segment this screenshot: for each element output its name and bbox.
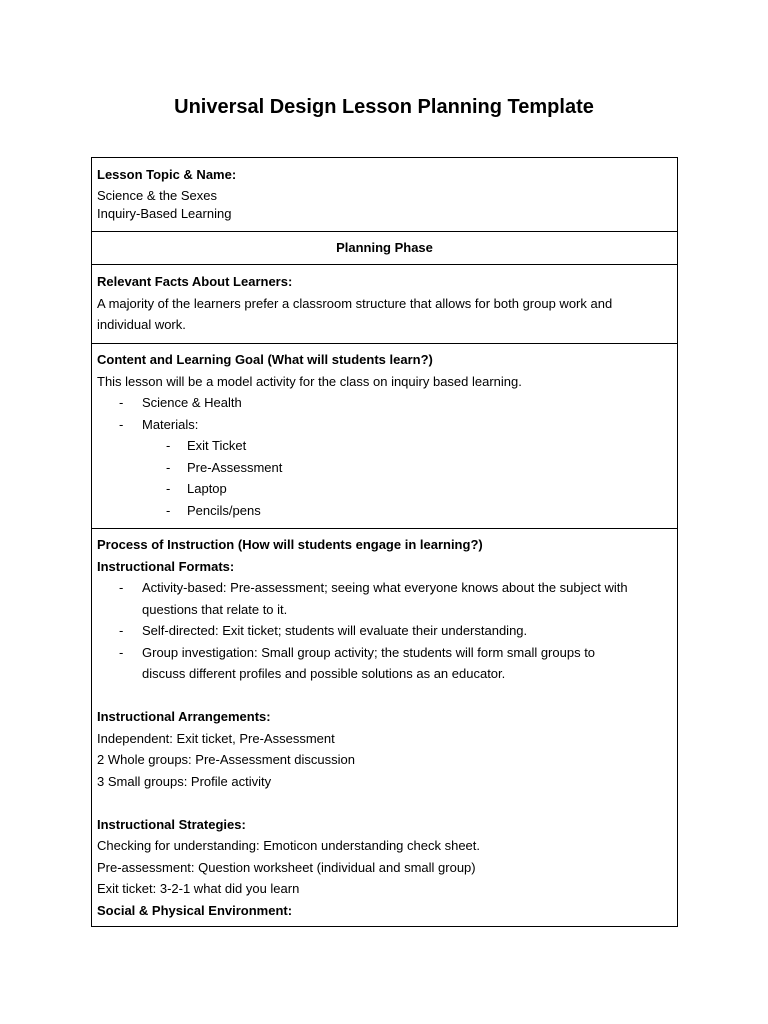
dash-bullet: - (119, 623, 124, 638)
strategy-line: Checking for understanding: Emoticon understanding check sheet. (97, 838, 481, 853)
arrangement-line: 2 Whole groups: Pre-Assessment discussion (97, 752, 355, 767)
planning-phase-heading: Planning Phase (336, 240, 433, 255)
format-item (97, 642, 672, 664)
arrangements-heading: Instructional Arrangements: (97, 709, 271, 724)
material-item-text: Laptop (187, 481, 227, 496)
list-item (97, 392, 672, 414)
format-item-continued: discuss different profiles and possible solutions as an educator. (142, 666, 506, 681)
lesson-topic-section (92, 158, 677, 231)
format-item-text: Self-directed: Exit ticket; students will evaluate their understanding. (142, 623, 528, 638)
process-heading: Process of Instruction (How will students engage in learning?) (97, 537, 483, 552)
learner-facts-line: A majority of the learners prefer a classroom structure that allows for both group work and (97, 295, 613, 311)
format-item (97, 620, 672, 642)
format-item-continued: questions that relate to it. (142, 601, 288, 617)
learner-facts-section (92, 264, 677, 343)
spacer (97, 792, 672, 814)
strategy-line: Exit ticket: 3-2-1 what did you learn (97, 881, 300, 896)
arrangement-line: 3 Small groups: Profile activity (97, 773, 272, 789)
list-item (97, 414, 672, 436)
dash-bullet: - (166, 502, 171, 518)
arrangement-line: Independent: Exit ticket, Pre-Assessment (97, 730, 335, 746)
dash-bullet: - (119, 644, 124, 660)
list-item-text: Materials: (142, 416, 199, 432)
format-item (97, 577, 672, 599)
social-environment-heading: Social & Physical Environment: (97, 902, 293, 918)
learner-facts-line: individual work. (97, 317, 186, 332)
material-item-text: Pre-Assessment (187, 459, 283, 475)
formats-heading: Instructional Formats: (97, 558, 235, 574)
material-item (97, 500, 672, 522)
material-item-text: Pencils/pens (187, 502, 261, 518)
material-item (97, 435, 672, 457)
spacer (97, 685, 672, 707)
dash-bullet: - (119, 580, 124, 595)
dash-bullet: - (119, 395, 124, 410)
dash-bullet: - (166, 459, 171, 475)
material-item (97, 457, 672, 479)
lesson-topic-heading: Lesson Topic & Name: (97, 167, 237, 182)
dash-bullet: - (119, 416, 124, 432)
list-item-text: Science & Health (142, 395, 242, 410)
strategies-heading: Instructional Strategies: (97, 816, 246, 832)
material-item (97, 478, 672, 500)
material-item-text: Exit Ticket (187, 438, 247, 453)
content-goal-section (92, 343, 677, 528)
strategy-line: Pre-assessment: Question worksheet (individual and small group) (97, 859, 476, 875)
lesson-topic-line: Inquiry-Based Learning (97, 205, 232, 221)
process-section (92, 528, 677, 926)
format-item-text: Activity-based: Pre-assessment; seeing what everyone knows about the subject with (142, 580, 628, 595)
content-goal-heading: Content and Learning Goal (What will students learn?) (97, 352, 433, 367)
format-item-text: Group investigation: Small group activity; the students will form small groups to (142, 644, 596, 660)
document-title: Universal Design Lesson Planning Template (174, 96, 594, 118)
dash-bullet: - (166, 438, 171, 453)
content-goal-intro: This lesson will be a model activity for the class on inquiry based learning. (97, 373, 522, 389)
dash-bullet: - (166, 481, 171, 496)
lesson-topic-line: Science & the Sexes (97, 187, 217, 203)
learner-facts-heading: Relevant Facts About Learners: (97, 274, 293, 289)
planning-phase-section (92, 231, 677, 264)
lesson-plan-table (91, 157, 678, 927)
